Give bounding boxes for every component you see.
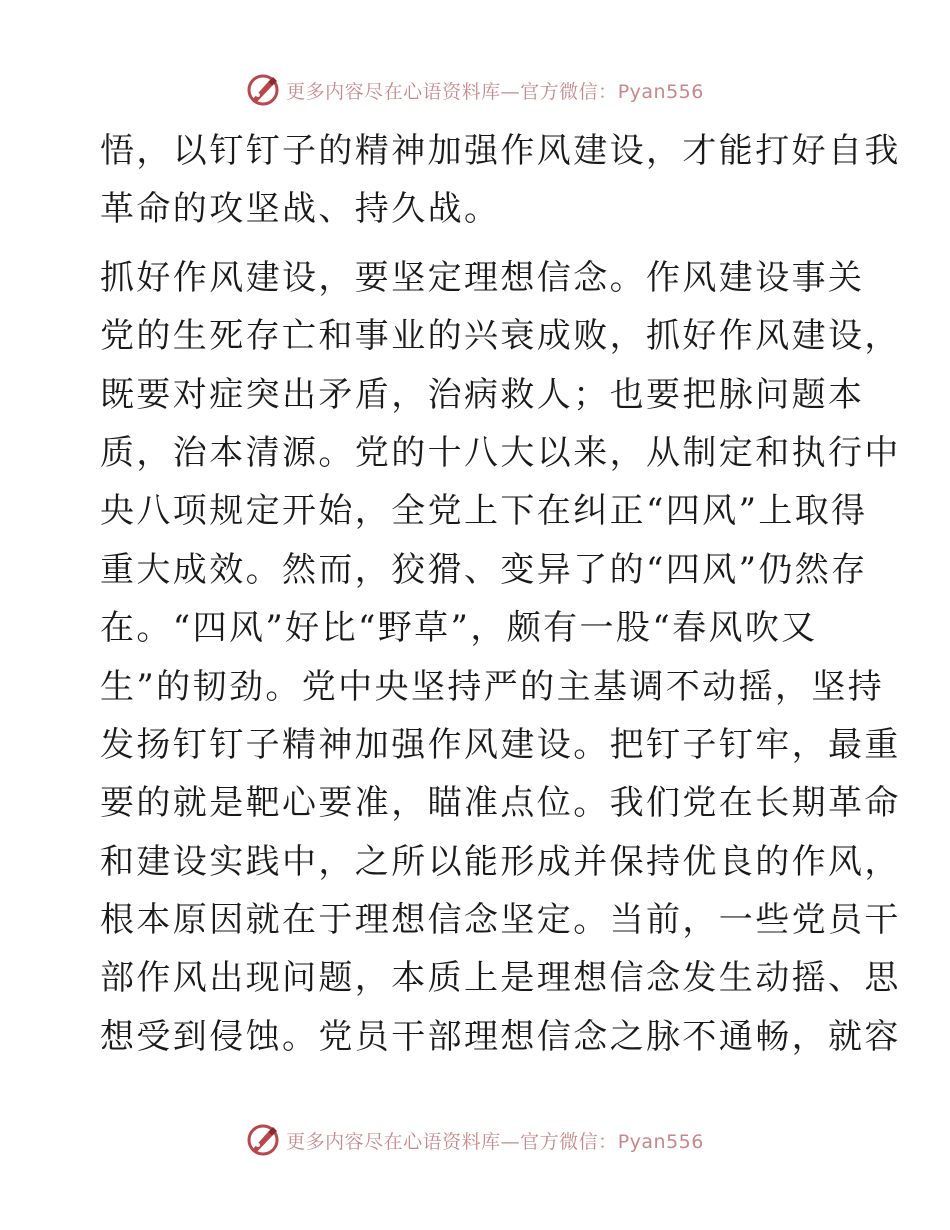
- footer-banner-title: 更多内容尽在心语资料库: [286, 1130, 501, 1153]
- text-line: 想受到侵蚀。党员干部理想信念之脉不通畅，就容: [100, 1016, 901, 1057]
- footer-separator: —: [500, 1130, 521, 1153]
- text-line: 重大成效。然而，狡猾、变异了的“四风”仍然存: [100, 549, 868, 590]
- text-line: 发扬钉钉子精神加强作风建设。把钉子钉牢，最重: [100, 724, 901, 765]
- header-separator: —: [500, 80, 521, 103]
- text-line: 根本原因就在于理想信念坚定。当前，一些党员干: [100, 900, 901, 941]
- text-line: 在。“四风”好比“野草”，颇有一股“春风吹又: [100, 608, 818, 649]
- pen-logo-icon: [246, 1123, 280, 1157]
- text-line: 党的生死存亡和事业的兴衰成败，抓好作风建设，: [100, 316, 901, 357]
- header-wechat-label: 官方微信：: [520, 80, 618, 103]
- footer-watermark: [0, 1120, 950, 1160]
- header-banner-title: 更多内容尽在心语资料库: [286, 80, 501, 103]
- text-line: 抓好作风建设，要坚定理想信念。作风建设事关: [100, 257, 865, 298]
- text-line: 既要对症突出矛盾，治病救人；也要把脉问题本: [100, 374, 865, 415]
- footer-wechat-handle: Pyan556: [617, 1130, 704, 1153]
- text-line: 生”的韧劲。党中央坚持严的主基调不动摇，坚持: [100, 666, 885, 707]
- text-line: 革命的攻坚战、持久战。: [100, 189, 501, 230]
- footer-watermark-text: [286, 1127, 704, 1154]
- text-line: 要的就是靶心要准，瞄准点位。我们党在长期革命: [100, 783, 901, 824]
- paragraph-1: [100, 122, 901, 239]
- footer-wechat-label: 官方微信：: [520, 1130, 618, 1153]
- header-wechat-handle: Pyan556: [617, 80, 704, 103]
- text-line: 质，治本清源。党的十八大以来，从制定和执行中: [100, 432, 901, 473]
- text-line: 悟，以钉钉子的精神加强作风建设，才能打好自我: [100, 131, 901, 171]
- header-watermark: [0, 70, 950, 110]
- pen-logo-icon: [246, 73, 280, 107]
- header-watermark-text: [286, 77, 704, 104]
- document-body: [100, 122, 901, 1066]
- paragraph-2: [100, 249, 901, 1066]
- text-line: 和建设实践中，之所以能形成并保持优良的作风，: [100, 841, 901, 882]
- text-line: 央八项规定开始，全党上下在纠正“四风”上取得: [100, 491, 868, 532]
- text-line: 部作风出现问题，本质上是理想信念发生动摇、思: [100, 958, 901, 999]
